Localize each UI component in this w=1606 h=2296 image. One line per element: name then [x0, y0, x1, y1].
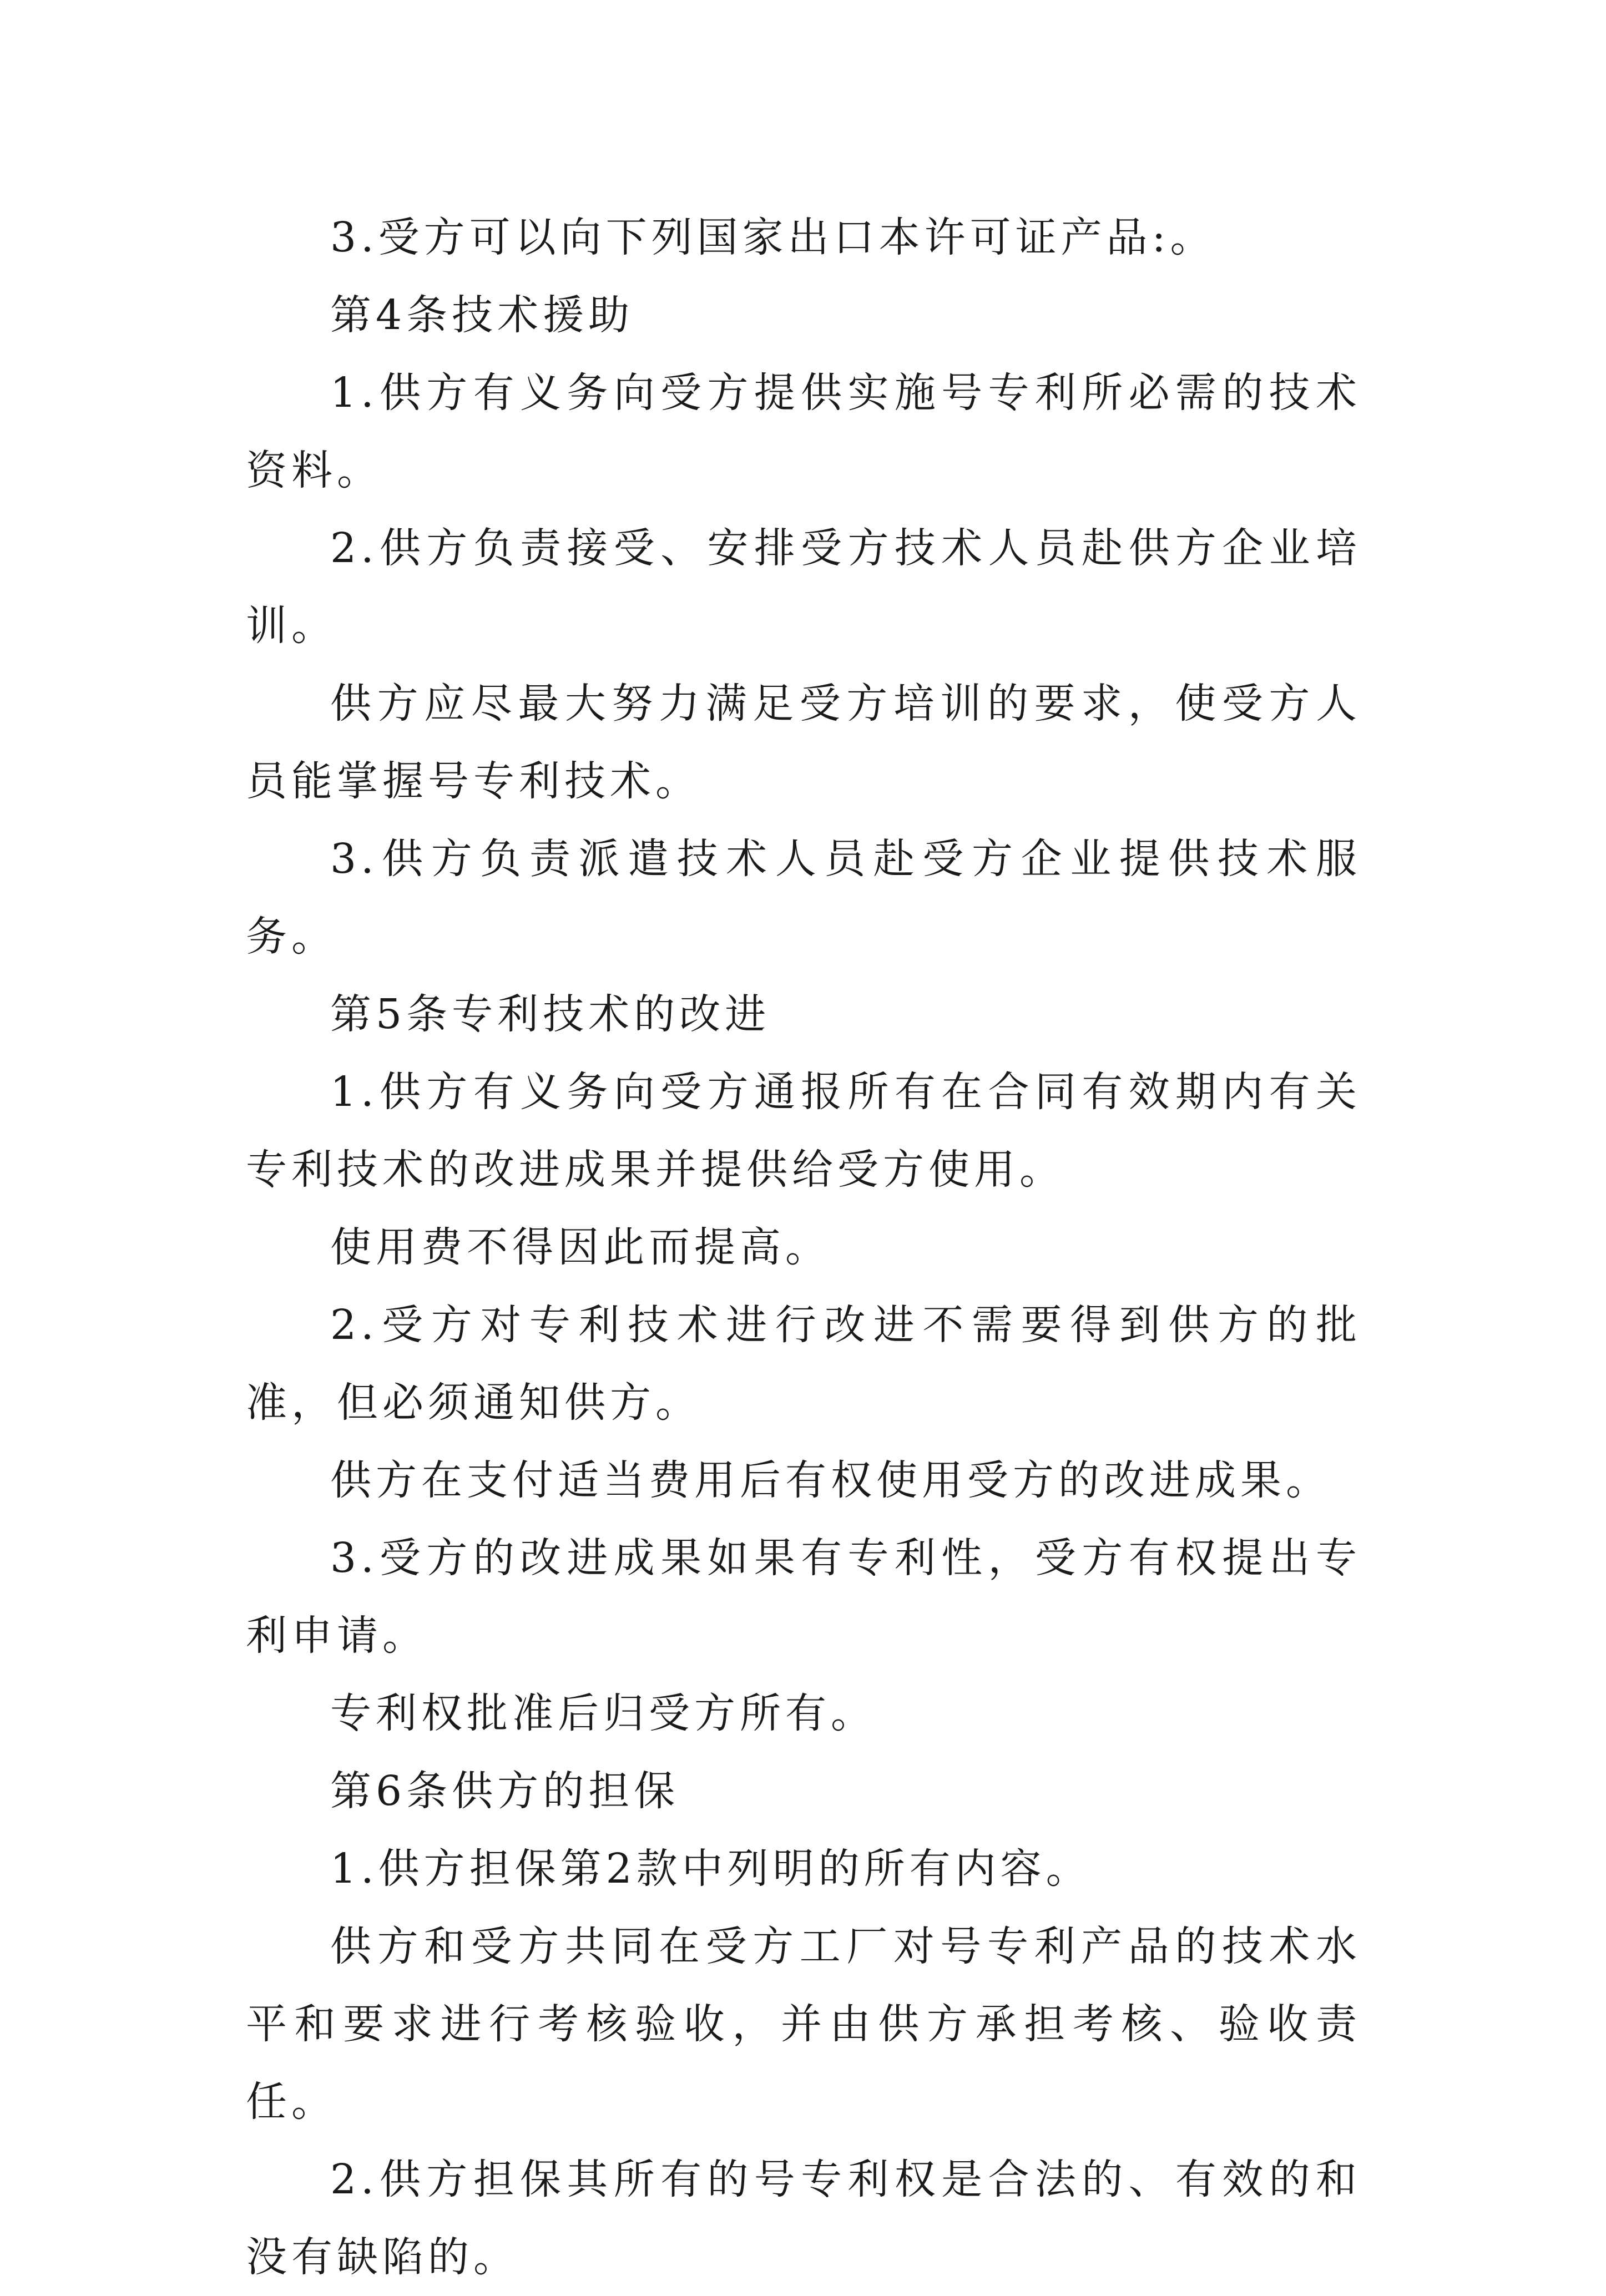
document-body — [246, 199, 1361, 2296]
paragraph: 2.供方负责接受、安排受方技术人员赴供方企业培训。 — [246, 524, 1361, 650]
paragraph: 供方应尽最大努力满足受方培训的要求，使受方人员能掌握号专利技术。 — [246, 680, 1361, 805]
section-heading: 第5条专利技术的改进 — [330, 990, 771, 1038]
section-heading: 第6条供方的担保 — [330, 1767, 680, 1815]
paragraph: 3.受方可以向下列国家出口本许可证产品:。 — [330, 214, 1216, 261]
paragraph: 1.供方担保第2款中列明的所有内容。 — [330, 1845, 1092, 1893]
paragraph: 2.供方担保其所有的号专利权是合法的、有效的和没有缺陷的。 — [246, 2156, 1361, 2281]
section-heading: 第4条技术援助 — [330, 291, 634, 339]
paragraph: 3.供方负责派遣技术人员赴受方企业提供技术服务。 — [246, 835, 1361, 960]
paragraph: 3.受方的改进成果如果有专利性，受方有权提出专利申请。 — [246, 1534, 1361, 1660]
paragraph: 1.供方有义务向受方通报所有在合同有效期内有关专利技术的改进成果并提供给受方使用。 — [246, 1068, 1361, 1193]
paragraph: 1.供方有义务向受方提供实施号专利所必需的技术资料。 — [246, 369, 1361, 494]
paragraph: 2.受方对专利技术进行改进不需要得到供方的批准，但必须通知供方。 — [246, 1301, 1361, 1427]
paragraph: 供方和受方共同在受方工厂对号专利产品的技术水平和要求进行考核验收，并由供方承担考核、验收责任。 — [246, 1923, 1361, 2126]
paragraph: 供方在支付适当费用后有权使用受方的改进成果。 — [330, 1457, 1331, 1504]
paragraph: 专利权批准后归受方所有。 — [330, 1690, 876, 1737]
paragraph: 使用费不得因此而提高。 — [330, 1223, 831, 1271]
